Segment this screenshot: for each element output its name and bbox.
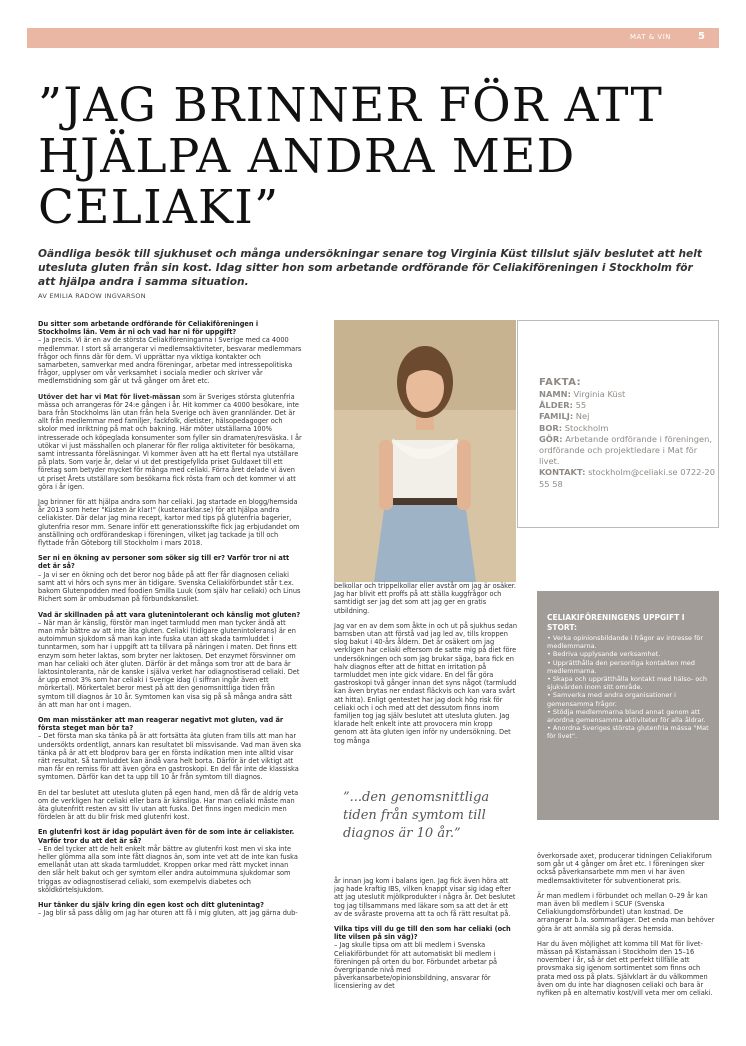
answer: – När man är känslig, förstör man inget tarmludd men man tycker ändå att man mår bättre av att inte äta gluten. Celiaki (tidigare glutenintolerans) är en autoimmun sjukdom så man kan inte fuska utan att skada tarmluddet i tunntarmen, som har i uppgift att ta tillvara på näringen i maten. Det finns ett enzym som heter laktas, som bryter ner laktosen. Det enzymet försvinner om man har celiaki och äter gluten. Därför är det många som tror att de bara är laktosintoleranta, när de kanske i själva verket har odiagnostiserad celiaki. Det är upp emot 3% som har celiaki i Sverige idag (i siffran ingår även ett mörkertal). Mörkertalet beror mest på att den genomsnittliga tiden från symtom till diagnos är 10 år. Symtomen kan visa sig på så många andra sätt än att man har ont i magen. bbox=[38, 618, 300, 709]
byline: AV EMILIA RADOW INGVARSON bbox=[38, 292, 146, 300]
answer: år innan jag kom i balans igen. Jag fick även höra att jag hade kraftig IBS, vilken knappt visar sig idag efter att jag uteslutit mjölkprodukter i några år. Det beslutet tog jag tillsammans med läkare som sa att det är ett av de svåraste proverna att ta och få rätt resultat på. bbox=[334, 877, 516, 918]
association-tasks-box bbox=[537, 591, 719, 820]
article-column-2 bbox=[334, 582, 517, 752]
fact-key: ÅLDER: bbox=[539, 400, 573, 411]
article-column-3 bbox=[537, 852, 719, 1004]
question: Ser ni en ökning av personer som söker sig till er? Varför tror ni att det är så? bbox=[38, 554, 290, 571]
question: Hur tänker du själv kring din egen kost och ditt glutenintag? bbox=[38, 901, 264, 909]
question: Om man misstänker att man reagerar negativt mot gluten, vad är första steget man bör ta? bbox=[38, 715, 284, 733]
fact-key: NAMN: bbox=[539, 389, 571, 399]
fact-key: KONTAKT: bbox=[539, 467, 586, 478]
task-item: • Anordna Sveriges största glutenfria mässa "Mat för livet". bbox=[547, 724, 709, 741]
section-label: MAT & VIN bbox=[629, 33, 671, 41]
fact-row bbox=[539, 411, 718, 422]
paragraph: överkorsade axet, producerar tidningen Celiakiforum som går ut 4 gånger om året etc. I föreningen sker också påverkansarbete mm men vi har även medlemsaktiviteter för subventionerat pris. bbox=[537, 852, 712, 885]
answer: – Jag skulle tipsa om att bli medlem i Svenska Celiakiförbundet för att automatiskt bli medlem i föreningen på orten du bor. Förbundet arbetar på övergripande nivå med påverkansarbete/opinionsbildning, ansvarar för licensiering av det bbox=[334, 941, 498, 991]
fact-row bbox=[539, 434, 718, 468]
fact-key: GÖR: bbox=[539, 433, 563, 444]
fact-value: Virginia Küst bbox=[570, 389, 626, 399]
fact-key: BOR: bbox=[539, 422, 563, 433]
fact-key: FAMILJ: bbox=[539, 411, 574, 422]
fact-box-title: FAKTA: bbox=[539, 377, 582, 388]
answer: – Det första man ska tänka på är att fortsätta äta gluten fram tills att man har undersökts ordentligt, annars kan resultatet bli missvisande. Vad man även ska tänka på är att ett blodprov bara ger en första indikation men inte alltid visar rätt resultat. Så tarmluddet kan ändå vara helt borta. Därför är det viktigt att man får en remiss för att även göra en gastroskopi. En del får inte de klassiska symtomen. Därför kan det ta upp till 10 år från symtom till diagnos. bbox=[38, 732, 302, 782]
answer: Jag brinner för att hjälpa andra som har celiaki. Jag startade en blogg/hemsida år 2013 som heter "Küsten är klar!" (kustenarklar.se) för att hjälpa andra celiakister. Där delar jag mina recept, kartor med tips på glutenfria bagerier, glutenfria resor mm. Senare inför ett generationsskifte fick jag erbjudandet om anställning och ordförandeskap i föreningen, vilket jag tackade ja till och flyttade från Göteborg till Stockholm i mars 2018. bbox=[38, 498, 300, 548]
task-item: • Verka opinionsbildande i frågor av intresse för medlemmarna. bbox=[547, 634, 704, 651]
paragraph: Är man medlem i förbundet och mellan 0–29 år kan man även bli medlem i SCUF (Svenska Celiakiungdomsförbundet) utan kostnad. De arrangerar b.la. sommarläger. Det enda man behöver göra är att anmäla sig på deras hemsida. bbox=[537, 891, 715, 933]
paragraph: Jag var en av dem som åkte in och ut på sjukhus sedan barnsben utan att förstå vad jag led av, tills kroppen slog bakut i 40-års åldern. Det är osäkert om jag verkligen har celiaki eftersom de satte mig på diet före undersökningen och som jag brukar säga, bara fick en halv diagnos efter att de hittat en irritation på tarmluddet men inte gick vidare. En del får göra gastroskopi två gånger innan det syns något (tarmludd kan även brytas ner endast fläckvis och kan vara svårt att hitta). Enligt gentestet har jag dock hög risk för celiaki och i och med att det dessutom finns inom familjen tog jag själv beslutet att utesluta gluten. Jag klarade helt enkelt inte att provocera min kropp genom att äta gluten igen inför ny undersökning. Det tog många bbox=[334, 621, 518, 745]
page-header-bar bbox=[27, 28, 719, 48]
task-item: • Skapa och upprätthålla kontakt med hälso- och sjukvården inom sitt område. bbox=[547, 675, 707, 692]
fact-row bbox=[539, 400, 718, 411]
headline: ”JAG BRINNER FÖR ATT HJÄLPA ANDRA MED CELIAKI” bbox=[38, 78, 664, 235]
pull-quote: ”...den genomsnittliga tiden från symtom till diagnos är 10 år.” bbox=[343, 790, 490, 841]
answer: – Ja precis. Vi är en av de största Celiakiföreningarna i Sverige med ca 4000 medlemmar. I stort så arrangerar vi medlemsaktiviteter, besvarar medlemmars frågor och finns där för dem. Vi upprättar nya viktiga kontakter och samarbeten, samverkar med andra föreningar, arbetar med intressepolitiska frågor, upplyser om vår verksamhet i sociala medier och skriver vår medlemstidning som går ut två gånger om året etc. bbox=[38, 336, 302, 386]
question: Du sitter som arbetande ordförande för Celiakiföreningen i Stockholms län. Vem är ni och vad har ni för uppgift? bbox=[38, 320, 259, 337]
answer: En del tar beslutet att utesluta gluten på egen hand, men då får de aldrig veta om de verkligen har celiaki eller bara är känsliga. Har man celiaki måste man äta glutenfritt resten av sitt liv utan att fuska. Det finns ingen medicin men fördelen är att du blir frisk med glutenfri kost. bbox=[38, 788, 299, 822]
answer: – Jag blir så pass dålig om jag har oturen att få i mig gluten, att jag gärna dub- bbox=[38, 909, 298, 918]
fact-row bbox=[539, 389, 718, 400]
page-number: 5 bbox=[698, 31, 705, 42]
task-item: • Stödja medlemmarna bland annat genom att anordna gemensamma aktiviteter för alla åldrar. bbox=[547, 707, 706, 725]
fact-box bbox=[517, 320, 719, 528]
question: Vad är skillnaden på att vara glutenintolerant och känslig mot gluten? bbox=[38, 610, 301, 619]
fact-row bbox=[539, 467, 718, 489]
question: Vilka tips vill du ge till den som har celiaki (och lite vilsen på sin väg)? bbox=[334, 925, 511, 942]
fact-value: Stockholm bbox=[562, 422, 609, 433]
tasks-title: CELIAKIFÖRENINGENS UPPGIFT I STORT: bbox=[547, 613, 685, 632]
fact-row bbox=[539, 423, 718, 434]
answer-inline: som är Sveriges största glutenfria mässa och arrangeras för 24:e gången i år. Hit kommer ca 4000 besökare, inte bara från Stockholms län utan från hela Sverige och även grannländer. Det är allt från medlemmar med familjer, fackfolk, dietister, hälsopedagoger och skolor med inriktning på mat och bakning. Här möter utställarna 100% intresserade och köpeglada konsumenter som fyller sin dramaten/resväska. I år utökar vi just mässhallen och planerar för fler roliga aktiviteter för besökarna, samt intressanta föreläsningar. Vi kommer även att ha ett flertal nya utställare på plats. Som varje år, delar vi ut det prestigefyllda priset Guldaxet till ett företag som betyder mycket för många med celiaki. Förra året delade vi även ut priset Årets utställare som besökarna fick rösta fram och det kommer vi att göra i år igen. bbox=[38, 392, 302, 491]
fact-value: stockholm@celiaki.se 0722-20 55 58 bbox=[539, 467, 715, 489]
question-inline: Utöver det har vi Mat för livet-mässan bbox=[38, 392, 181, 401]
task-item: • Bedriva upplysande verksamhet. bbox=[547, 650, 661, 659]
portrait-photo bbox=[334, 320, 516, 582]
fact-value: 55 bbox=[572, 400, 587, 411]
task-item: • Upprätthålla den personliga kontakten med medlemmarna. bbox=[547, 658, 695, 675]
fact-value: Arbetande ordförande i föreningen, ordförande och projektledare i Mat för livet. bbox=[539, 433, 713, 467]
question: En glutenfri kost är idag populärt även för de som inte är celiakister. Varför tror du att det är så? bbox=[38, 828, 295, 845]
fact-value: Nej bbox=[573, 411, 590, 422]
qa-paragraph bbox=[38, 393, 302, 491]
portrait-illustration bbox=[334, 320, 516, 582]
task-item: • Samverka med andra organisationer i gemensamma frågor. bbox=[547, 691, 676, 708]
answer: – En del tycker att de helt enkelt mår bättre av glutenfri kost men vi ska inte heller glömma alla som inte fått diagnos än, som inte vet att de inte kan fuska emellanåt utan att skada tarmluddet. Kroppen orkar med rätt mycket innan den slår helt bakut och ger symtom eller andra autoimmuna sjukdomar som triggas av odiagnostiserad celiaki, som exempelvis diabetes och sköldkörtelsjukdom. bbox=[38, 844, 298, 894]
tasks-list bbox=[547, 634, 709, 741]
paragraph: Har du även möjlighet att komma till Mat för livet-mässan på Kistamässan i Stockholm den 15–16 november i år, så är det ett perfekt tillfälle att provsmaka sig igenom sortimentet som finns och prata med oss på plats. Självklart är du välkommen även om du inte har diagnosen celiaki och bara är nyfiken på en alternativ kost/vill veta mer om celiaki. bbox=[537, 939, 713, 998]
answer: – Ja vi ser en ökning och det beror nog både på att fler får diagnosen celiaki samt att vi hörs och syns mer än tidigare. Svenska Celiakiförbundet står t.ex. bakom Glutenpodden med foodien Smilla Luuk (som själv har celiaki) och Linus Richert som är ombudsman på förbundskansliet. bbox=[38, 570, 301, 604]
paragraph: belkollar och trippelkollar eller avstår om jag är osäker. Jag har blivit ett proffs på att ställa kuggfrågor och samtidigt ser jag det som att jag ger en gratis utbildning. bbox=[334, 582, 516, 615]
article-column-1 bbox=[38, 320, 302, 924]
fact-box-rows bbox=[539, 389, 718, 490]
lead-paragraph: Oändliga besök till sjukhuset och många undersökningar senare tog Virginia Küst tillslut själv beslutet att helt utesluta gluten från sin kost. Idag sitter hon som arbetande ordförande för Celiakiföreningen i Stockholm för att hjälpa andra i samma situation. bbox=[38, 248, 702, 288]
article-column-2-lower bbox=[334, 877, 517, 998]
